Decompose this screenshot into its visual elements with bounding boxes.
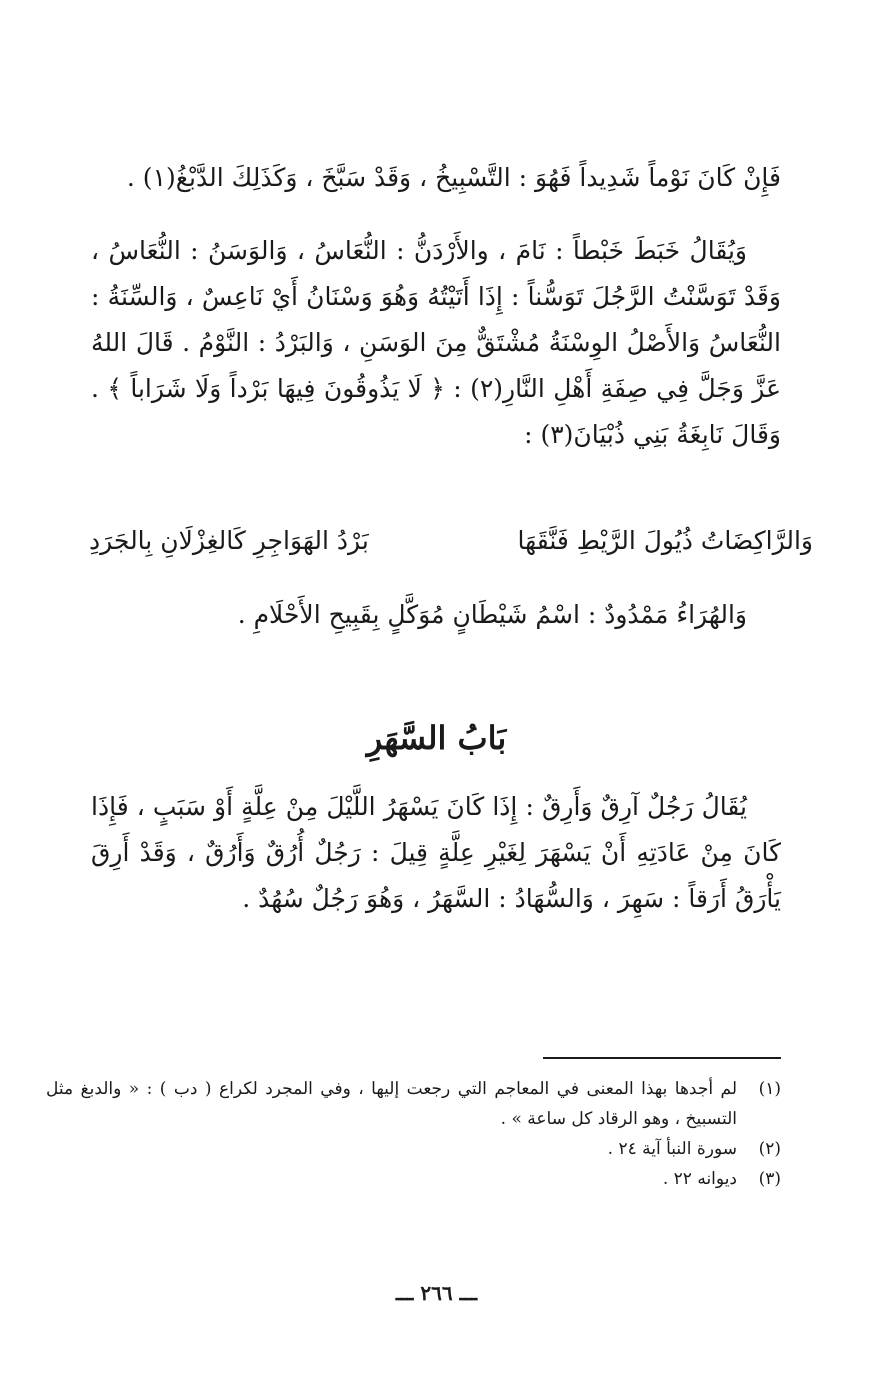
paragraph-insomnia — [91, 784, 781, 922]
page-number: ـــ ٢٦٦ ـــ — [395, 1281, 478, 1305]
paragraph-text: فَإِنْ كَانَ نَوْماً شَدِيداً فَهُوَ : التَّسْبِيخُ ، وَقَدْ سَبَّخَ ، وَكَذَلِكَ الدَّبْغُ(١) . — [126, 163, 781, 192]
footnote-text: ديوانه ٢٢ . — [662, 1169, 737, 1189]
footnote-number: (١) — [758, 1079, 781, 1099]
chapter-heading: بَابُ السَّهَرِ — [366, 719, 507, 757]
footnote-item — [46, 1134, 781, 1164]
paragraph-text: يُقَالُ رَجُلٌ آرِقٌ وَأَرِقٌ : إِذَا كَانَ يَسْهَرُ اللَّيْلَ مِنْ عِلَّةٍ أَوْ سَبَبٍ ، فَإِذَا كَانَ مِنْ عَادَتِهِ أَنْ يَسْهَرَ لِغَيْرِ عِلَّةٍ قِيلَ : رَجُلٌ أُرُقٌ وَأَرُقٌ ، وَقَدْ أَرِقَ يَأْرَقُ أَرَقاً : سَهِرَ ، وَالسُّهَادُ : السَّهَرُ ، وَهُوَ رَجُلٌ سُهُدٌ . — [91, 792, 781, 913]
footnote-number: (٣) — [758, 1169, 781, 1189]
paragraph-text: وَالهُرَاءُ مَمْدُودٌ : اسْمُ شَيْطَانٍ مُوَكَّلٍ بِقَبِيحِ الأَحْلَامِ . — [237, 600, 747, 629]
paragraph-hura — [91, 592, 781, 638]
paragraph-text: وَيُقَالُ خَبَطَ خَبْطاً : نَامَ ، والأَرْدَنُّ : النُّعَاسُ ، وَالوَسَنُ : النُّعَاسُ ، وَقَدْ تَوَسَّنْتُ الرَّجُلَ تَوَسُّناً : إِذَا أَتَيْتُهُ وَهُوَ وَسْنَانُ أَيْ نَاعِسٌ ، وَالسِّنَةُ : النُّعَاسُ وَالأَصْلُ الوِسْنَةُ مُشْتَقٌّ مِنَ الوَسَنِ ، وَالبَرْدُ : النَّوْمُ . قَالَ اللهُ عَزَّ وَجَلَّ فِي صِفَةِ أَهْلِ النَّارِ(٢) : ﴿ لَا يَذُوقُونَ فِيهَا بَرْداً وَلَا شَرَاباً ﴾ . وَقَالَ نَابِغَةُ بَنِي ذُبْيَانَ(٣) : — [91, 236, 781, 449]
paragraph-sleep-synonyms — [91, 228, 781, 458]
footnote-text: سورة النبأ آية ٢٤ . — [607, 1139, 737, 1159]
verse-second-hemistich: بَرْدُ الهَوَاجِرِ كَالغِزْلَانِ بِالجَرَدِ — [89, 526, 369, 555]
poetry-verse — [89, 518, 813, 564]
footnote-text: لم أجدها بهذا المعنى في المعاجم التي رجعت إليها ، وفي المجرد لكراع ( دب ) : « والدبغ مثل التسبيخ ، وهو الرقاد كل ساعة » . — [46, 1079, 737, 1129]
paragraph-sleep-deep — [91, 155, 781, 201]
footnote-divider — [543, 1057, 781, 1059]
verse-first-hemistich: وَالرَّاكِضَاتُ ذُيُولَ الرَّيْطِ فَنَّقَهَا — [517, 526, 813, 555]
footnote-item — [46, 1164, 781, 1194]
footnotes — [46, 1074, 781, 1194]
footnote-number: (٢) — [758, 1139, 781, 1159]
footnote-item — [46, 1074, 781, 1134]
